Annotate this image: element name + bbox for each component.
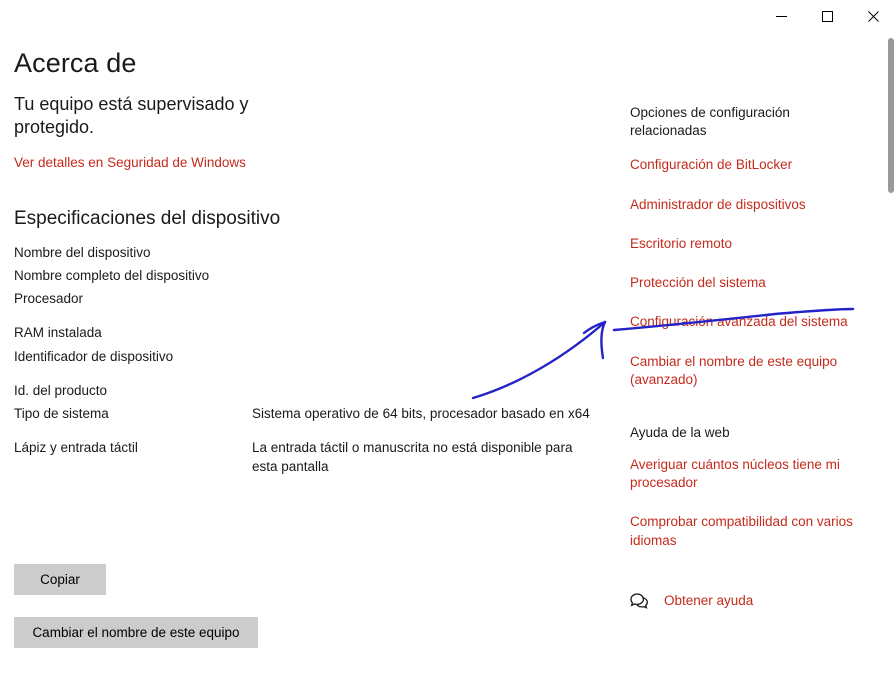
close-button[interactable] bbox=[850, 0, 896, 32]
table-row bbox=[14, 267, 594, 290]
device-specifications-heading: Especificaciones del dispositivo bbox=[14, 207, 281, 229]
about-main-content bbox=[14, 48, 594, 481]
spec-value bbox=[252, 382, 594, 405]
spec-label: Tipo de sistema bbox=[14, 406, 109, 422]
spec-label: Identificador de dispositivo bbox=[14, 348, 174, 364]
title-bar bbox=[0, 0, 896, 34]
get-help-label: Obtener ayuda bbox=[664, 593, 754, 609]
minimize-icon bbox=[776, 11, 787, 22]
spacer-row bbox=[14, 313, 594, 324]
language-compatibility-help-link[interactable]: Comprobar compatibilidad con varios idiomas bbox=[630, 514, 853, 548]
advanced-system-settings-link[interactable]: Configuración avanzada del sistema bbox=[630, 314, 848, 330]
spacer-row bbox=[14, 428, 594, 439]
rename-computer-button[interactable]: Cambiar el nombre de este equipo bbox=[14, 617, 258, 648]
copy-button[interactable]: Copiar bbox=[14, 564, 106, 595]
spec-value bbox=[252, 324, 594, 347]
spec-label: Nombre del dispositivo bbox=[14, 244, 151, 260]
system-protection-link[interactable]: Protección del sistema bbox=[630, 275, 766, 291]
spec-label: Procesador bbox=[14, 291, 84, 307]
table-row bbox=[14, 382, 594, 405]
spec-value bbox=[252, 290, 594, 313]
remote-desktop-link[interactable]: Escritorio remoto bbox=[630, 235, 733, 251]
table-row bbox=[14, 244, 594, 267]
related-settings-panel bbox=[630, 104, 870, 610]
annotation-arrow-head-lower bbox=[601, 322, 605, 358]
protection-status-text: Tu equipo está supervisado y protegido. bbox=[14, 94, 249, 138]
spec-value bbox=[252, 348, 594, 371]
table-row bbox=[14, 290, 594, 313]
related-settings-heading: Opciones de configuración relacionadas bbox=[630, 105, 790, 139]
processor-cores-help-link[interactable]: Averiguar cuántos núcleos tiene mi procesador bbox=[630, 456, 840, 491]
close-icon bbox=[868, 11, 879, 22]
spec-value bbox=[252, 267, 594, 290]
table-row bbox=[14, 405, 594, 428]
spec-value: Sistema operativo de 64 bits, procesador basado en x64 bbox=[252, 406, 590, 422]
table-row bbox=[14, 439, 594, 480]
chat-help-icon bbox=[630, 592, 650, 610]
table-row bbox=[14, 324, 594, 347]
maximize-icon bbox=[822, 11, 833, 22]
maximize-button[interactable] bbox=[804, 0, 850, 32]
table-row bbox=[14, 348, 594, 371]
device-specifications-table bbox=[14, 244, 594, 481]
windows-security-details-link[interactable]: Ver detalles en Seguridad de Windows bbox=[14, 154, 246, 170]
spacer-row bbox=[14, 371, 594, 382]
rename-computer-advanced-link[interactable]: Cambiar el nombre de este equipo (avanzado) bbox=[630, 353, 838, 387]
spec-label: Lápiz y entrada táctil bbox=[14, 440, 138, 456]
device-manager-link[interactable]: Administrador de dispositivos bbox=[630, 196, 806, 212]
bitlocker-settings-link[interactable]: Configuración de BitLocker bbox=[630, 157, 793, 173]
scrollbar-thumb[interactable] bbox=[888, 38, 894, 193]
get-help-row[interactable] bbox=[630, 592, 870, 610]
minimize-button[interactable] bbox=[758, 0, 804, 32]
web-help-heading: Ayuda de la web bbox=[630, 424, 730, 440]
spec-label: Nombre completo del dispositivo bbox=[14, 268, 210, 283]
spec-value: La entrada táctil o manuscrita no está disponible para esta pantalla bbox=[252, 440, 573, 474]
spec-label: RAM instalada bbox=[14, 325, 102, 341]
spec-value bbox=[252, 244, 594, 267]
page-title: Acerca de bbox=[14, 48, 137, 78]
spec-label: Id. del producto bbox=[14, 382, 108, 398]
vertical-scrollbar[interactable] bbox=[886, 34, 896, 675]
